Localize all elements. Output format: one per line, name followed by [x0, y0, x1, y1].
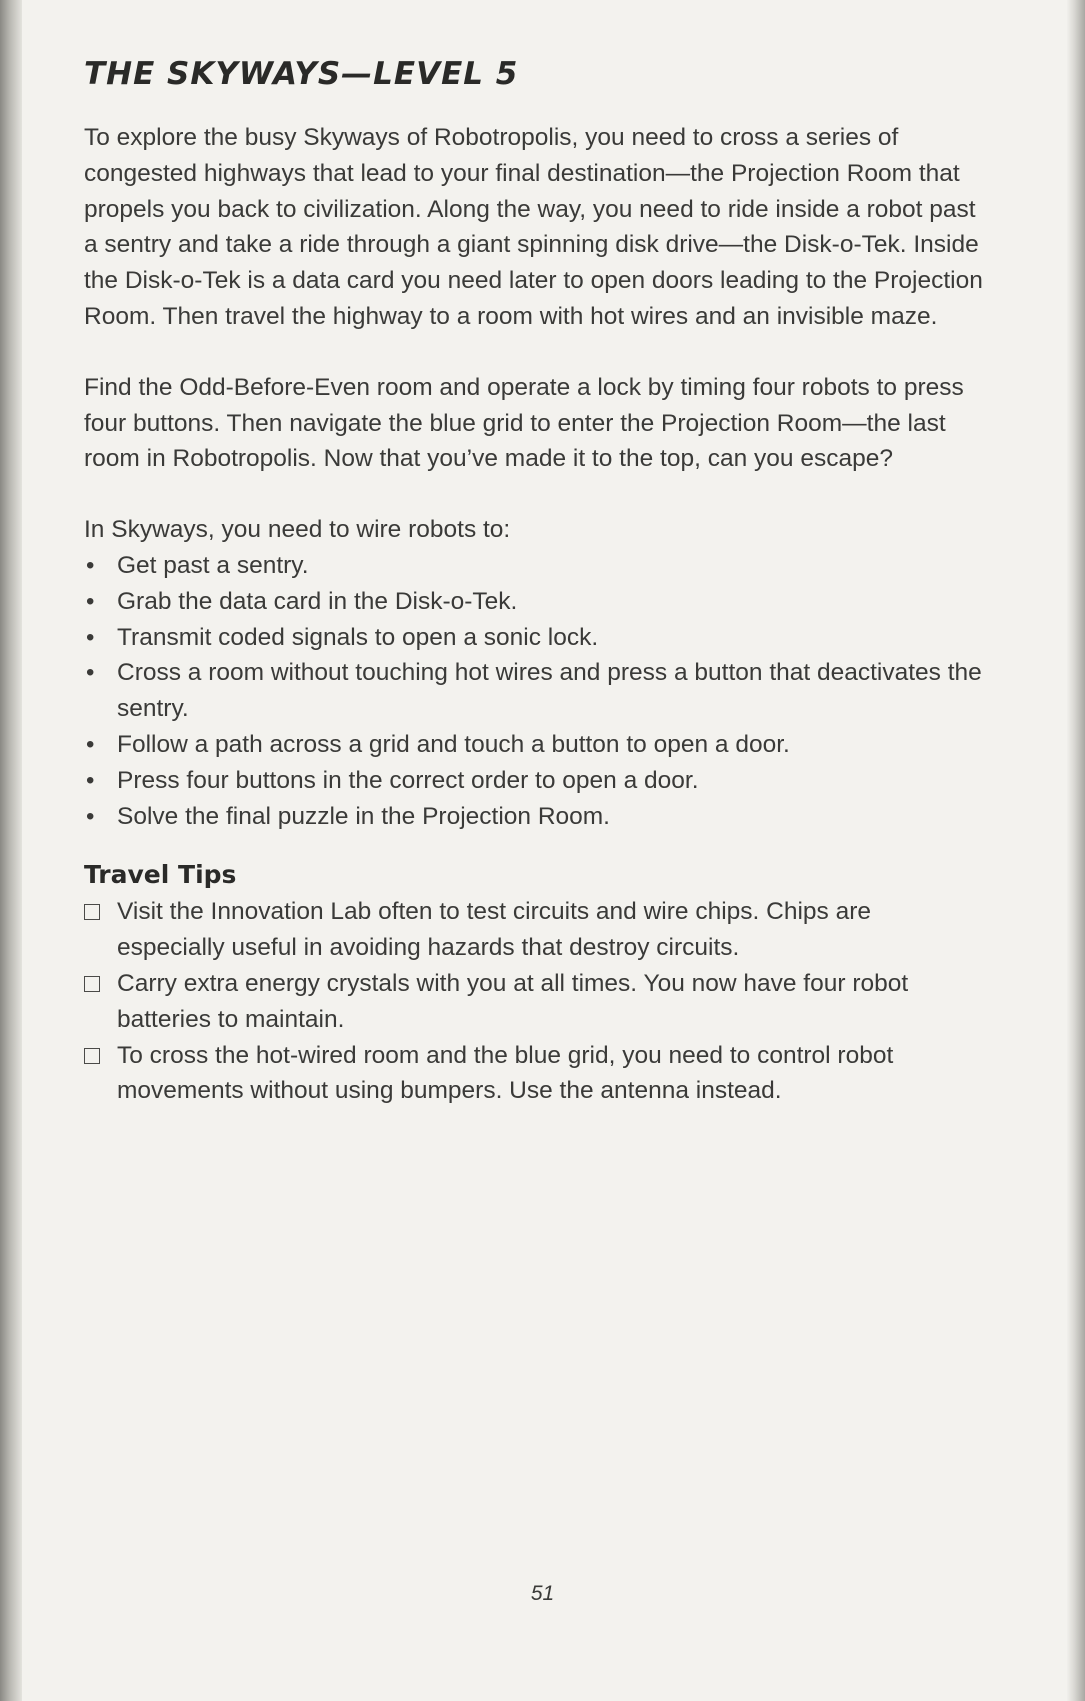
- tip-text: Visit the Innovation Lab often to test circuits and wire chips. Chips are especially useful in avoiding hazards that destroy circuits.: [117, 898, 872, 962]
- checkbox-icon: [84, 1048, 100, 1064]
- checkbox-icon: [84, 904, 100, 920]
- list-item: • Transmit coded signals to open a sonic lock.: [84, 620, 984, 656]
- page-spine-shadow: [0, 0, 22, 1701]
- page-number: 51: [530, 1582, 555, 1605]
- tip-text: To cross the hot-wired room and the blue grid, you need to control robot movements without using bumpers. Use the antenna instead.: [117, 1041, 894, 1105]
- list-item: • Follow a path across a grid and touch a button to open a door.: [84, 727, 984, 763]
- objectives-list: [84, 548, 984, 834]
- checkbox-icon: [84, 976, 100, 992]
- paragraph-odd-before-even: Find the Odd-Before-Even room and operate a lock by timing four robots to press four buttons. Then navigate the blue grid to enter the Projection Room—the last room in Robotropolis. Now that you’ve made it to the top, can you escape?: [84, 373, 964, 473]
- list-item: • Get past a sentry.: [84, 548, 984, 584]
- tip-item: [84, 894, 984, 966]
- page-edge-shadow: [1067, 0, 1085, 1701]
- tip-item: [84, 1038, 984, 1110]
- list-item: • Grab the data card in the Disk-o-Tek.: [84, 584, 984, 620]
- page-content: [84, 50, 984, 1109]
- page-title: THE SKYWAYS—LEVEL 5: [84, 56, 519, 92]
- tip-item: [84, 966, 984, 1038]
- paragraph-intro: To explore the busy Skyways of Robotropolis, you need to cross a series of congested highways that lead to your final destination—the Projection Room that propels you back to civilization. Along the way, you need to ride inside a robot past a sentry and take a ride through a giant spinning disk drive—the Disk-o-Tek. Inside the Disk-o-Tek is a data card you need later to open doors leading to the Projection Room. Then travel the highway to a room with hot wires and an invisible maze.: [84, 124, 983, 330]
- travel-tips-heading: Travel Tips: [84, 860, 237, 890]
- list-intro: In Skyways, you need to wire robots to:: [84, 516, 511, 544]
- travel-tips-list: [84, 894, 984, 1109]
- list-item: • Cross a room without touching hot wires and press a button that deactivates the sentry.: [84, 655, 984, 727]
- list-item: • Solve the final puzzle in the Projection Room.: [84, 799, 984, 835]
- list-item: • Press four buttons in the correct order to open a door.: [84, 763, 984, 799]
- tip-text: Carry extra energy crystals with you at all times. You now have four robot batteries to maintain.: [117, 969, 909, 1033]
